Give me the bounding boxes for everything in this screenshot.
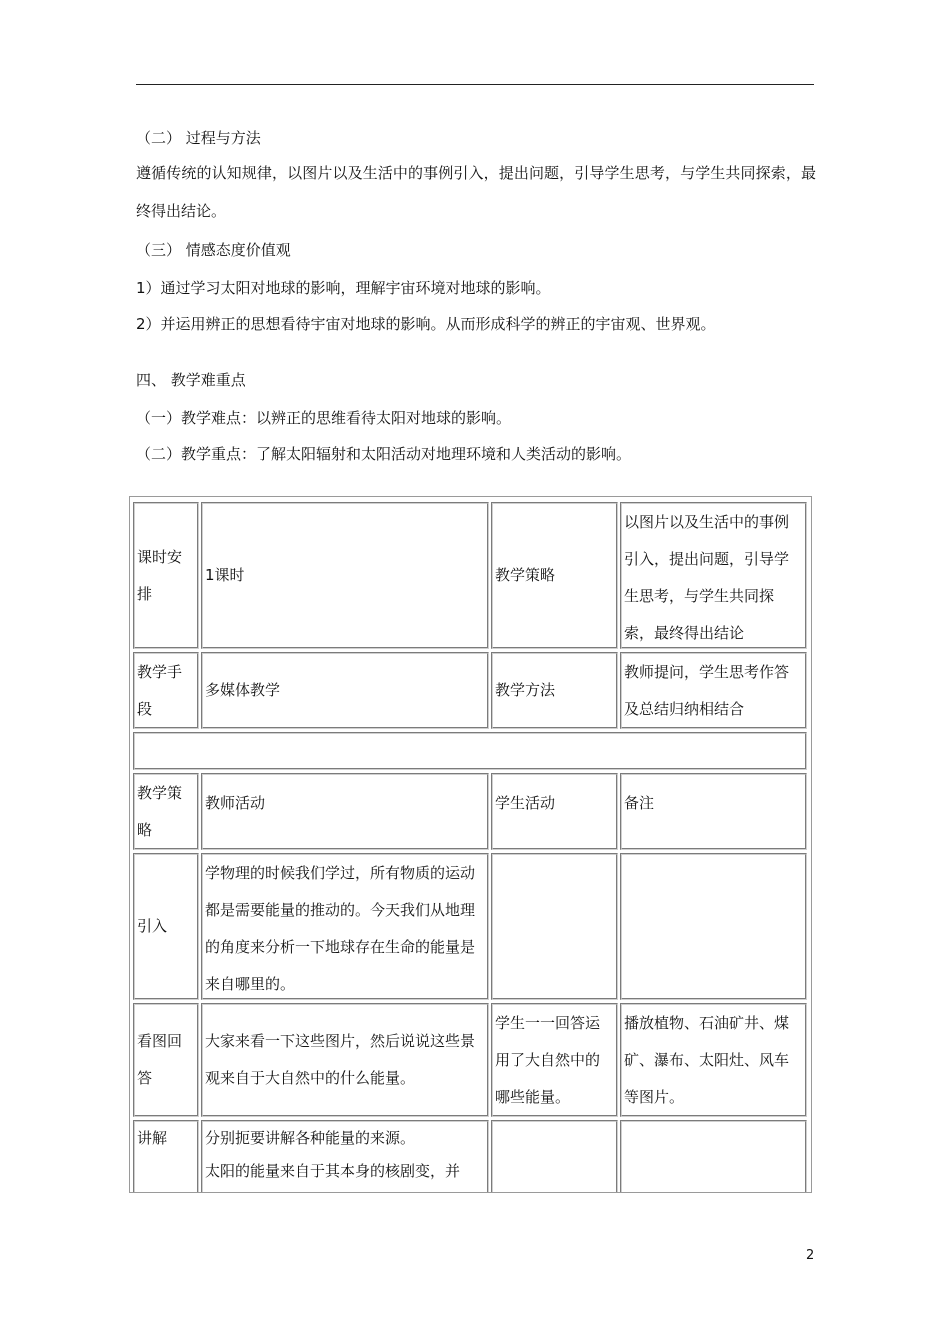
cell-intro-notes [620,853,807,1000]
cell-schedule-value: 1课时 [201,502,489,649]
cell-lecture-label: 讲解 [133,1120,199,1193]
keypoint-line: （二）教学重点：了解太阳辐射和太阳活动对地理环境和人类活动的影响。 [136,445,632,463]
cell-lecture-teacher [201,1120,489,1193]
cell-pictures-notes: 播放植物、石油矿井、煤矿、瀑布、太阳灶、风车等图片。 [620,1003,807,1117]
process-paragraph: 遵循传统的认知规律，以图片以及生活中的事例引入，提出问题，引导学生思考，与学生共同探索，最终得出结论。 [136,164,816,220]
cell-header-teacher: 教师活动 [201,773,489,850]
cell-lecture-notes [620,1120,807,1193]
cell-lecture-student [491,1120,618,1193]
cell-intro-student [491,853,618,1000]
empty-row [133,732,807,770]
cell-method-value: 教师提问，学生思考作答及总结归纳相结合 [620,652,807,729]
header-rule [136,84,814,85]
cell-means-value: 多媒体教学 [201,652,489,729]
cell-pictures-teacher: 大家来看一下这些图片，然后说说这些景观来自于大自然中的什么能量。 [201,1003,489,1117]
section-emotion-heading: （三） 情感态度价值观 [136,241,291,259]
emotion-item-1: 1）通过学习太阳对地球的影响，理解宇宙环境对地球的影响。 [136,279,551,297]
section-process-heading: （二） 过程与方法 [136,129,261,147]
cell-pictures-student: 学生一一回答运用了大自然中的哪些能量。 [491,1003,618,1117]
lecture-line-2: 太阳的能量来自于其本身的核剧变，并 [205,1162,461,1180]
cell-means-label: 教学手段 [133,652,199,729]
difficulty-line: （一）教学难点：以辨正的思维看待太阳对地球的影响。 [136,409,512,427]
cell-schedule-label: 课时安排 [133,502,199,649]
page-number: 2 [806,1248,815,1263]
cell-intro-label: 引入 [133,853,199,1000]
cell-header-notes: 备注 [620,773,807,850]
cell-header-strategy: 教学策略 [133,773,199,850]
lesson-plan-table [129,496,812,1193]
cell-pictures-label: 看图回答 [133,1003,199,1117]
cell-strategy-value: 以图片以及生活中的事例引入，提出问题，引导学生思考，与学生共同探索，最终得出结论 [620,502,807,649]
cell-intro-teacher: 学物理的时候我们学过，所有物质的运动都是需要能量的推动的。今天我们从地理的角度来分析一下地球存在生命的能量是来自哪里的。 [201,853,489,1000]
lecture-line-1: 分别扼要讲解各种能量的来源。 [205,1129,416,1147]
cell-strategy-label: 教学策略 [491,502,618,649]
emotion-item-2: 2）并运用辨正的思想看待宇宙对地球的影响。从而形成科学的辨正的宇宙观、世界观。 [136,315,716,333]
cell-header-student: 学生活动 [491,773,618,850]
section-key-heading: 四、 教学难重点 [136,371,246,389]
cell-method-label: 教学方法 [491,652,618,729]
